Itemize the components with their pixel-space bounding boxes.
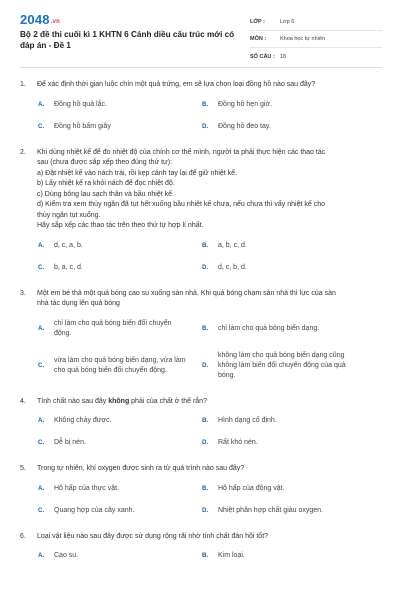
option-text — [218, 263, 382, 273]
question-item — [20, 80, 382, 132]
meta-label: LỚP : — [250, 19, 265, 25]
meta-label: MÔN : — [250, 36, 267, 42]
option-text — [218, 241, 382, 251]
question-text — [37, 148, 382, 232]
question-stem — [20, 532, 382, 543]
meta-row-count — [250, 48, 382, 65]
option-letter: B. — [202, 324, 209, 332]
option-text-line: Hô hấp của thực vật. — [54, 484, 119, 492]
option-text-line: d, c, b, d. — [218, 263, 247, 271]
question-stem — [20, 289, 382, 310]
option-text — [54, 551, 201, 561]
option-letter: A. — [38, 552, 45, 559]
answer-option[interactable] — [20, 319, 201, 339]
question-text-line: Một em bé thả một quả bóng cao su xuống sàn nhà. Khi quả bóng chạm sàn nhà thì lực của sàn — [37, 289, 336, 297]
answer-option[interactable] — [201, 438, 382, 448]
answer-options — [20, 416, 382, 448]
option-letter: C. — [38, 361, 45, 369]
question-number: 6. — [20, 532, 26, 540]
question-text-line: Hãy sắp xếp các thao tác trên theo thứ tự hợp lí nhất. — [37, 222, 204, 229]
option-text — [218, 100, 382, 110]
question-stem — [20, 80, 382, 91]
option-letter: B. — [202, 417, 209, 424]
option-text-line: động. — [54, 329, 72, 337]
answer-option[interactable] — [20, 416, 201, 426]
meta-value: Lớp 6 — [280, 19, 295, 25]
question-number: 5. — [20, 465, 26, 472]
question-text-line: Trong tự nhiên, khí oxygen được sinh ra từ quá trình nào sau đây? — [37, 465, 245, 472]
option-letter: D. — [202, 122, 209, 130]
answer-option[interactable] — [201, 351, 382, 381]
option-text-line: Đồng hồ quả lắc. — [54, 100, 107, 108]
question-stem — [20, 464, 382, 475]
site-logo[interactable] — [20, 12, 60, 27]
option-letter: D. — [202, 439, 209, 446]
meta-value: Khoa học tự nhiên — [280, 36, 325, 42]
answer-options — [20, 319, 382, 381]
option-text-line: không làm cho quả bóng biến dạng cũng — [218, 351, 345, 359]
question-text — [37, 397, 382, 408]
option-letter: A. — [38, 324, 45, 332]
option-text-line: bóng. — [218, 371, 236, 379]
answer-option[interactable] — [20, 506, 201, 516]
option-text — [54, 506, 201, 516]
option-letter: D. — [202, 361, 209, 369]
option-letter: C. — [38, 263, 45, 271]
option-text — [54, 241, 201, 251]
answer-option[interactable] — [201, 263, 382, 273]
option-text — [54, 263, 201, 273]
option-letter: B. — [202, 241, 209, 249]
document-header — [0, 0, 400, 70]
answer-option[interactable] — [20, 438, 201, 448]
option-text — [54, 319, 201, 339]
answer-option[interactable] — [201, 319, 382, 339]
option-text — [54, 416, 201, 426]
option-letter: B. — [202, 100, 209, 108]
option-letter: D. — [202, 263, 209, 271]
answer-option[interactable] — [20, 241, 201, 251]
question-number: 4. — [20, 397, 26, 405]
meta-row-class — [250, 14, 382, 31]
answer-options — [20, 100, 382, 132]
document-title: Bộ 2 đề thi cuối kì 1 KHTN 6 Cánh diều cấu trúc mới có đáp án - Đề 1 — [20, 30, 235, 50]
option-text-line: Đồng hồ bấm giây — [54, 122, 111, 130]
question-number: 2. — [20, 148, 26, 156]
option-text-line: Dễ bị nén. — [54, 439, 86, 446]
answer-options — [20, 484, 382, 516]
question-text-line: c) Dùng bông lau sạch thân và bầu nhiệt kế. — [37, 190, 174, 198]
option-letter: C. — [38, 122, 45, 130]
meta-label: SỐ CÂU : — [250, 53, 275, 60]
question-text-line: b) Lấy nhiệt kế ra khỏi nách để đọc nhiệt độ. — [37, 180, 175, 187]
answer-option[interactable] — [201, 416, 382, 426]
option-text-line: Hô hấp của động vật. — [218, 484, 285, 492]
option-text-line: Kim loại. — [218, 552, 245, 559]
option-text-line: Cao su. — [54, 552, 79, 559]
option-letter: A. — [38, 241, 45, 249]
question-text-line: a) Đặt nhiệt kế vào nách trái, rồi kẹp cánh tay lại để giữ nhiệt kế. — [37, 169, 238, 177]
question-text-line: sau (chưa được sắp xếp theo đúng thứ tự): — [37, 159, 173, 166]
question-stem — [20, 148, 382, 232]
option-text — [54, 100, 201, 110]
option-text-line: Quang hợp của cây xanh. — [54, 506, 135, 514]
option-text-line: Đồng hồ đeo tay. — [218, 122, 271, 130]
option-text — [218, 551, 382, 561]
option-text-line: không làm biến đổi chuyển động của quả — [218, 361, 346, 369]
option-text-line: d, c, a, b. — [54, 241, 83, 249]
option-text-line: a, b, c, d. — [218, 241, 247, 249]
question-item — [20, 464, 382, 516]
answer-option[interactable] — [20, 484, 201, 494]
question-text — [37, 464, 382, 475]
option-text — [218, 416, 382, 426]
option-text-line: Đồng hồ hẹn giờ. — [218, 100, 273, 108]
option-text-line: Nhiệt phân hợp chất giàu oxygen. — [218, 506, 323, 514]
answer-option[interactable] — [20, 351, 201, 381]
option-text — [218, 122, 382, 132]
question-text-line: Để xác định thời gian luộc chín một quả trứng, em sẽ lựa chọn loại đồng hồ nào sau đây? — [37, 81, 316, 88]
question-item — [20, 289, 382, 381]
question-text — [37, 532, 382, 543]
answer-options — [20, 551, 382, 561]
option-text-line: Hình dạng cố định. — [218, 417, 277, 424]
option-text-line: chỉ làm cho quả bóng biến dạng. — [218, 324, 320, 332]
question-text-line: Khi dùng nhiệt kế để đo nhiệt độ của chính cơ thể mình, người ta phải thực hiện các thao tác — [37, 148, 326, 156]
option-text — [54, 484, 201, 494]
logo-text: 2048 — [20, 12, 50, 27]
answer-option[interactable] — [20, 122, 201, 132]
header-divider — [20, 67, 382, 68]
question-text-part: Tính chất nào sau đây — [37, 397, 109, 405]
answer-option[interactable] — [201, 484, 382, 494]
option-letter: A. — [38, 417, 45, 424]
question-text — [37, 80, 382, 91]
option-text — [54, 356, 201, 376]
question-text — [37, 289, 382, 310]
answer-option[interactable] — [201, 551, 382, 561]
meta-row-subject — [250, 31, 382, 48]
answer-option[interactable] — [20, 263, 201, 273]
option-text — [218, 506, 382, 516]
option-letter: C. — [38, 439, 45, 446]
question-text-part: phải của chất ở thể rắn? — [129, 397, 207, 405]
question-number: 3. — [20, 289, 26, 297]
answer-option[interactable] — [201, 100, 382, 110]
option-text-line: cho quả bóng biến đổi chuyển động. — [54, 366, 167, 374]
option-letter: B. — [202, 552, 209, 559]
question-emphasis: không — [108, 397, 130, 405]
option-letter: C. — [38, 506, 45, 514]
option-text-line: Không chảy được. — [54, 417, 112, 424]
question-text-line: d) Kiểm tra xem thủy ngân đã tụt hết xuống bầu nhiệt kế chưa, nếu chưa thì vẩy nhiệt kế cho — [37, 201, 325, 208]
answer-option[interactable] — [201, 506, 382, 516]
answer-options — [20, 241, 382, 273]
option-text — [54, 438, 201, 448]
option-text — [218, 484, 382, 494]
meta-table — [250, 14, 382, 65]
option-text — [218, 324, 382, 334]
option-letter: A. — [38, 100, 45, 108]
question-text-line: Loại vật liệu nào sau đây được sử dụng rộng rãi nhờ tính chất đàn hồi tốt? — [37, 532, 269, 540]
option-letter: D. — [202, 506, 209, 514]
logo-domain: .vn — [50, 19, 61, 25]
answer-option[interactable] — [201, 241, 382, 251]
question-number: 1. — [20, 81, 26, 88]
question-text-line: thủy ngân tụt xuống. — [37, 211, 101, 219]
answer-option[interactable] — [201, 122, 382, 132]
question-stem — [20, 397, 382, 408]
option-text-line: vừa làm cho quả bóng biến dạng, vừa làm — [54, 356, 186, 364]
option-letter: A. — [38, 484, 45, 492]
option-letter: B. — [202, 484, 209, 492]
option-text — [218, 351, 382, 381]
option-text-line: Rất khó nén. — [218, 439, 258, 446]
option-text-line: b, a, c, d. — [54, 263, 83, 271]
option-text-line: chỉ làm cho quả bóng biến đổi chuyển — [54, 319, 172, 327]
option-text — [218, 438, 382, 448]
meta-value: 18 — [280, 53, 287, 60]
question-item — [20, 397, 382, 449]
question-text-line: nhà tác dụng lên quả bóng — [37, 300, 120, 307]
answer-option[interactable] — [20, 100, 201, 110]
question-item — [20, 148, 382, 273]
question-list — [20, 80, 382, 577]
question-item — [20, 532, 382, 562]
option-text — [54, 122, 201, 132]
answer-option[interactable] — [20, 551, 201, 561]
